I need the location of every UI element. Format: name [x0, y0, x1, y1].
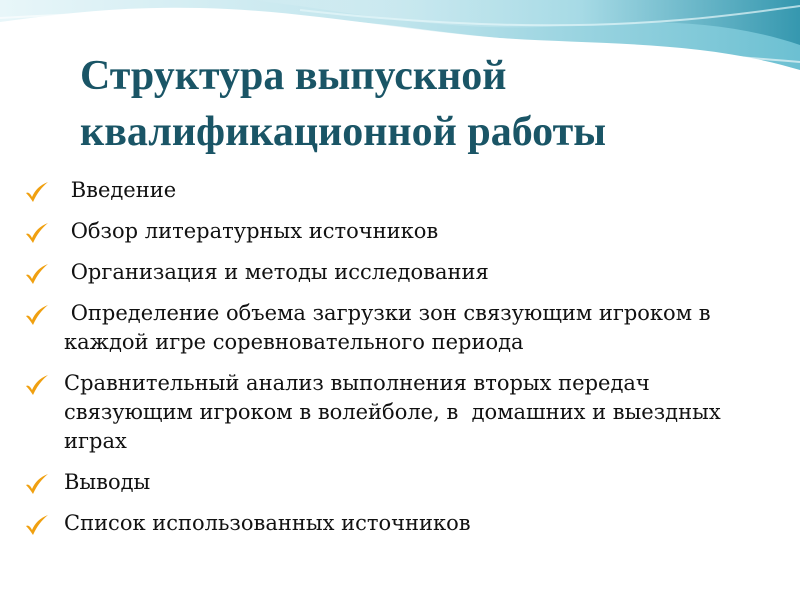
list-item [20, 176, 780, 205]
list-item-text: Обзор литературных источников [64, 219, 439, 243]
check-icon [24, 262, 50, 286]
check-icon [24, 373, 50, 397]
list-item [20, 299, 780, 357]
list-item-text: Выводы [64, 470, 151, 494]
check-icon [24, 472, 50, 496]
bullet-list [20, 176, 780, 550]
check-icon [24, 303, 50, 327]
list-item-text: Введение [64, 178, 177, 202]
list-item-text: Организация и методы исследования [64, 260, 489, 284]
list-item-text: Список использованных источников [64, 511, 471, 535]
list-item [20, 509, 780, 538]
slide-title-line-1: Структура выпускной [80, 53, 507, 99]
list-item [20, 468, 780, 497]
slide-title-line-2: квалификационной работы [80, 109, 607, 155]
list-item [20, 369, 780, 456]
check-icon [24, 180, 50, 204]
list-item-text: Определение объема загрузки зон связующим игроком в каждой игре соревновательного периода [64, 301, 718, 354]
list-item [20, 258, 780, 287]
list-item-text: Сравнительный анализ выполнения вторых передач связующим игроком в волейболе, в домашних и выездных играх [64, 371, 728, 453]
check-icon [24, 513, 50, 537]
check-icon [24, 221, 50, 245]
list-item [20, 217, 780, 246]
slide-title [80, 48, 780, 160]
